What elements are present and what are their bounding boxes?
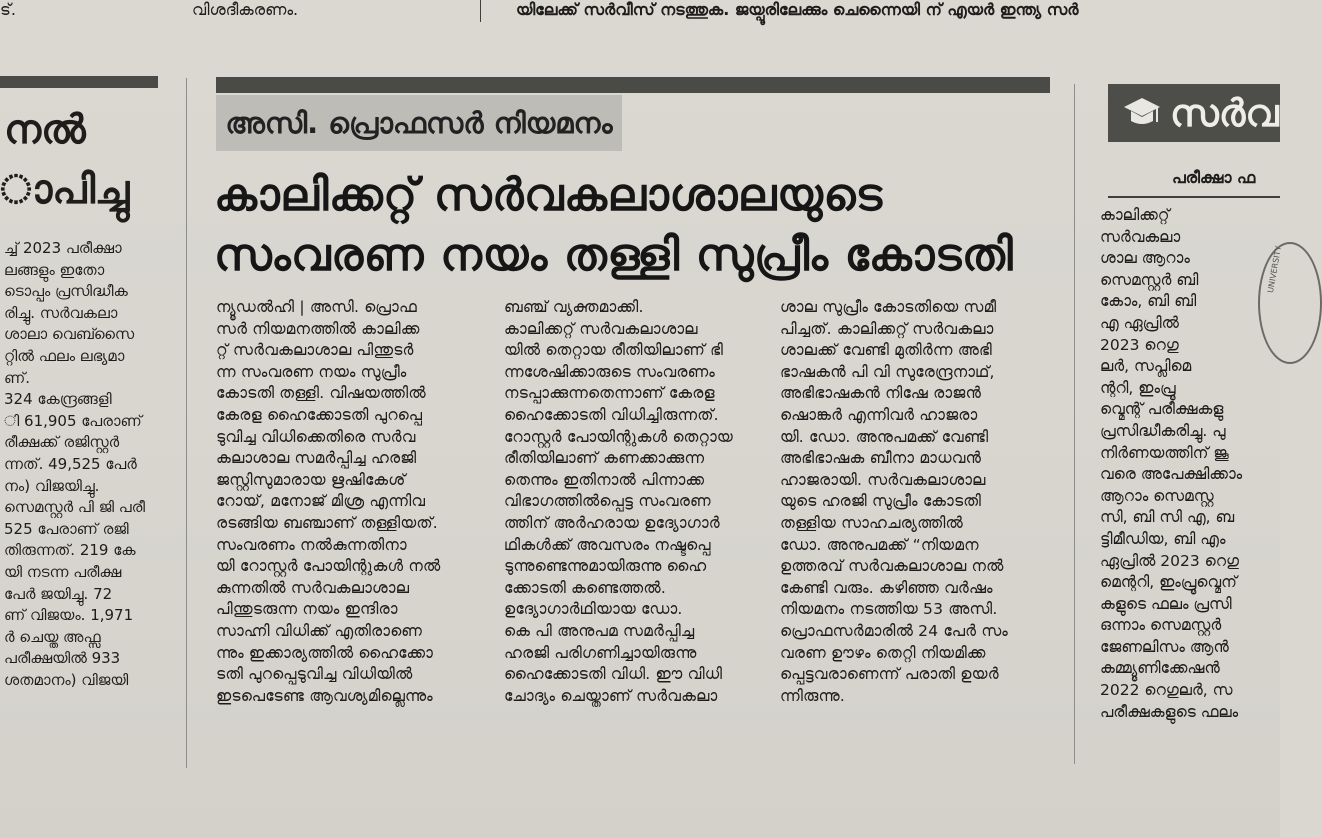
col3-line: പിച്ചത്. കാലിക്കറ്റ് സർവകലാ: [780, 319, 994, 338]
col1-line: കലാശാല സമർപ്പിച്ച ഹരജി: [216, 449, 417, 468]
left-line: ശതമാനം) വിജയി: [4, 670, 129, 689]
col1-line: ടുവിച്ച വിധിക്കെതിരെ സർവ: [216, 427, 416, 446]
col2-line: ഹൈക്കോടതി വിധിച്ചിരുന്നത്.: [504, 405, 719, 424]
top-fragment-right: യിലേക്ക് സർവീസ് നടത്തുക. ജയ്പൂരിലേക്കും ചെന്നൈയി ന് എയർ ഇന്ത്യ സർ: [516, 0, 1079, 19]
left-line: പേർ ജയിച്ചു. 72: [4, 584, 113, 603]
col2-line: റോസ്റ്റർ പോയിന്റുകൾ തെറ്റായ: [504, 427, 733, 446]
right-section-header: [1108, 84, 1280, 142]
right-line: പരീക്ഷകളുടെ ഫലം: [1100, 702, 1239, 721]
right-line: ഏപ്രിൽ 2023 റെഗു: [1100, 551, 1239, 570]
col1-line: ടതി പുറപ്പെടുവിച്ച വിധിയിൽ: [216, 665, 413, 684]
top-fragment-left: ട്.: [0, 0, 16, 19]
seal-text: UNIVERSITY: [1266, 245, 1284, 294]
col1-line: ന്യൂഡൽഹി | അസി. പ്രൊഫ: [216, 298, 417, 316]
left-line: ർ ചെയ്ത അഫ്സ: [4, 627, 101, 646]
left-headline-line1: നൽ: [4, 107, 86, 153]
right-line: 2023 റെഗു: [1100, 335, 1179, 354]
right-line: ട്ടിമീഡിയ, ബി എം: [1100, 529, 1226, 548]
top-divider: [480, 0, 481, 22]
right-line: കളുടെ ഫലം പ്രസി: [1100, 594, 1232, 613]
left-line: ടൊപ്പം പ്രസിദ്ധീക: [4, 282, 128, 301]
col1-line: ന്നും ഇക്കാര്യത്തിൽ ഹൈക്കോ: [216, 643, 434, 662]
left-line: ി 61,905 പേരാണ്: [4, 411, 142, 430]
right-line: കോം, ബി ബി: [1100, 292, 1197, 311]
right-column-body: [1100, 205, 1280, 723]
right-sub-heading: പരീക്ഷാ ഫ: [1172, 168, 1256, 187]
right-line: പ്രസിദ്ധീകരിച്ചു. പു: [1100, 421, 1226, 440]
col1-line: യി റോസ്റ്റർ പോയിന്റുകൾ നൽ: [216, 557, 441, 576]
col3-line: ഹാജരായി. സർവകലാശാല: [780, 470, 986, 489]
article-column-3: [780, 297, 1050, 707]
left-line: രീക്ഷക്ക് രജിസ്റ്റർ: [4, 433, 120, 452]
col2-line: കാലിക്കറ്റ് സർവകലാശാല: [504, 319, 698, 338]
col3-line: ഭാഷകൻ പി വി സുരേന്ദ്രനാഥ്,: [780, 362, 995, 381]
article-kicker: അസി. പ്രൊഫസർ നിയമനം: [216, 95, 622, 151]
col1-line: കോടതി തള്ളി. വിഷയത്തിൽ: [216, 384, 426, 403]
col1-line: സാഹ്നി വിധിക്ക് എതിരാണെ: [216, 621, 423, 640]
col3-line: പ്രൊഫസർമാരിൽ 24 പേർ സം: [780, 621, 1008, 640]
right-line: കാലിക്കറ്റ്: [1100, 206, 1170, 224]
col3-line: യി. ഡോ. അനുപമക്ക് വേണ്ടി: [780, 427, 989, 446]
col3-line: അഭിഭാഷക ബീനാ മാധവൻ: [780, 449, 982, 468]
col3-line: ശാല സുപ്രീം കോടതിയെ സമീ: [780, 298, 997, 316]
right-line: ശാല ആറാം: [1100, 249, 1190, 268]
right-line: 2022 റെഗുലർ, സ: [1100, 681, 1233, 700]
top-fragment-mid: വിശദീകരണം.: [192, 0, 299, 19]
right-line: സർവകലാ: [1100, 227, 1181, 246]
col3-line: ഷൊങ്കർ എന്നിവർ ഹാജരാ: [780, 405, 978, 424]
right-line: ആറാം സെമസ്റ്റ: [1100, 486, 1214, 505]
col2-line: രീതിയിലാണ് കണക്കാക്കുന്ന: [504, 449, 705, 468]
column-divider: [1074, 84, 1075, 764]
right-line: ലർ, സപ്ലിമെ: [1100, 357, 1192, 376]
col3-line: നിയമനം നടത്തിയ 53 അസി.: [780, 600, 998, 619]
right-sub-rule: [1108, 196, 1280, 198]
col1-line: ജസ്റ്റിസുമാരായ ഋഷികേശ്: [216, 470, 406, 489]
right-line: ജേണലിസം ആൻ: [1100, 637, 1229, 656]
article-column-2: [504, 297, 762, 707]
col3-line: അഭിഭാഷകൻ നിഷേ രാജൻ: [780, 384, 982, 403]
col3-line: ശാലക്ക് വേണ്ടി മുതിർന്ന അഭി: [780, 341, 992, 360]
col2-line: ക്കോടതി കണ്ടെത്തൽ.: [504, 578, 666, 597]
col2-line: യിൽ തെറ്റായ രീതിയിലാണ് ഭി: [504, 341, 724, 360]
col2-line: ത്തിന് അർഹരായ ഉദ്യോഗാർ: [504, 513, 720, 532]
col1-line: പിന്തുടരുന്ന നയം ഇന്ദിരാ: [216, 600, 398, 619]
left-line: ണ്.: [4, 368, 31, 387]
left-line: ണ് വിജയം. 1,971: [4, 606, 134, 625]
article-top-band: [216, 77, 1050, 93]
col3-line: ഉത്തരവ് സർവകലാശാല നൽ: [780, 557, 1004, 576]
col3-line: പ്പെട്ടവരാണെന്ന് പരാതി ഉയർ: [780, 665, 999, 684]
right-line: സി, ബി സി എ, ബ: [1100, 508, 1235, 527]
col2-line: നടപ്പാക്കുന്നതെന്നാണ് കേരള: [504, 384, 715, 403]
col2-line: ടുന്നുണ്ടെന്നുമായിരുന്നു ഹൈ: [504, 557, 707, 576]
column-divider: [186, 78, 187, 768]
right-line: നിർണയത്തിന് ജൂ: [1100, 443, 1229, 462]
right-section-title: സർവ: [1170, 91, 1279, 135]
col2-line: വിഭാഗത്തിൽപ്പെട്ട സംവരണ: [504, 492, 711, 511]
left-column-body: [4, 238, 160, 691]
right-line: സെമസ്റ്റർ ബി: [1100, 270, 1199, 289]
col1-line: കേരള ഹൈക്കോടതി പുറപ്പെ: [216, 405, 423, 424]
left-line: ശാലാ വെബ്സൈ: [4, 325, 135, 344]
article-headline-line2: സംവരണ നയം തള്ളി സുപ്രീം കോടതി: [214, 228, 1014, 281]
left-line: സെമസ്റ്റർ പി ജി പരീ: [4, 498, 145, 517]
right-line: വ്മെന്റ് പരീക്ഷകളു: [1100, 400, 1224, 419]
col1-line: ഇടപെടേണ്ട ആവശ്യമില്ലെന്നും: [216, 686, 433, 705]
col1-line: കുന്നതിൽ സർവകലാശാല: [216, 578, 410, 597]
col2-line: ന്നശേഷിക്കാരുടെ സംവരണം: [504, 362, 715, 381]
col1-line: സർ നിയമനത്തിൽ കാലിക്ക: [216, 319, 420, 338]
left-line: യി നടന്ന പരീക്ഷ: [4, 562, 122, 581]
col2-line: ബഞ്ച് വ്യക്തമാക്കി.: [504, 298, 644, 316]
right-line: ന്ററി, ഇംപ്രൂ: [1100, 378, 1176, 397]
col2-line: ചോദ്യം ചെയ്താണ് സർവകലാ: [504, 686, 718, 705]
col3-line: വരണ ഊഴം തെറ്റി നിയമിക്ക: [780, 643, 986, 662]
right-line: മെന്ററി, ഇംപ്രൂവ്മെന്: [1100, 573, 1237, 592]
left-line: നം) വിജയിച്ചു.: [4, 476, 100, 495]
right-line: വരെ അപേക്ഷിക്കാം: [1100, 465, 1243, 484]
left-line: ന്നത്. 49,525 പേർ: [4, 454, 137, 473]
left-line: തിരുന്നത്. 219 കേ: [4, 541, 136, 560]
col1-line: രടങ്ങിയ ബഞ്ചാണ് തള്ളിയത്.: [216, 513, 438, 532]
left-line: റ്റിൽ ഫലം ലഭ്യമാ: [4, 346, 125, 365]
col2-line: കെ പി അനുപമ സമർപ്പിച്ച: [504, 621, 695, 640]
col1-line: സംവരണം നൽകുന്നതിനാ: [216, 535, 407, 554]
col2-line: ഹരജി പരിഗണിച്ചായിരുന്നു: [504, 643, 697, 662]
col2-line: ഹൈക്കോടതി വിധി. ഈ വിധി: [504, 665, 723, 684]
col1-line: റോയ്, മനോജ് മിശ്ര എന്നിവ: [216, 492, 426, 511]
article-column-1: [216, 297, 484, 707]
right-line: ഒന്നാം സെമസ്റ്റർ: [1100, 616, 1222, 635]
left-line: രിച്ചു. സർവകലാ: [4, 303, 118, 322]
col3-line: കേണ്ടി വരും. കഴിഞ്ഞ വർഷം: [780, 578, 993, 597]
col3-line: ന്നിരുന്നു.: [780, 686, 845, 705]
left-line: 324 കേന്ദ്രങ്ങളി: [4, 390, 112, 409]
right-line: എ ഏപ്രിൽ: [1100, 313, 1179, 332]
left-line: 525 പേരാണ് രജി: [4, 519, 129, 538]
left-headline-line2: ാപിച്ചു: [0, 167, 130, 213]
right-line: കമ്മ്യൂണിക്കേഷൻ: [1100, 659, 1220, 678]
col3-line: യുടെ ഹരജി സുപ്രീം കോടതി: [780, 492, 982, 511]
left-line: ലങ്ങളും ഇതോ: [4, 260, 105, 279]
col3-line: തള്ളിയ സാഹചര്യത്തിൽ: [780, 513, 964, 532]
col1-line: റ്റ് സർവകലാശാല പിന്തുടർ: [216, 341, 414, 360]
col2-line: ഥികൾക്ക് അവസരം നഷ്ടപ്പെ: [504, 535, 711, 554]
left-line: ച്ച് 2023 പരീക്ഷാ: [4, 239, 122, 257]
col2-line: ഉദ്യോഗാർഥിയായ ഡോ.: [504, 600, 683, 619]
col2-line: തെന്നും ഇതിനാൽ പിന്നാക്ക: [504, 470, 705, 489]
col1-line: ന്ന സംവരണ നയം സുപ്രീം: [216, 362, 407, 381]
article-headline-line1: കാലിക്കറ്റ് സർവകലാശാലയുടെ: [214, 168, 883, 221]
col3-line: ഡോ. അനുപമക്ക് “നിയമന: [780, 535, 979, 554]
left-line: പരീക്ഷയിൽ 933: [4, 649, 121, 668]
graduation-cap-icon: [1122, 94, 1162, 132]
left-column-band: [0, 76, 158, 88]
